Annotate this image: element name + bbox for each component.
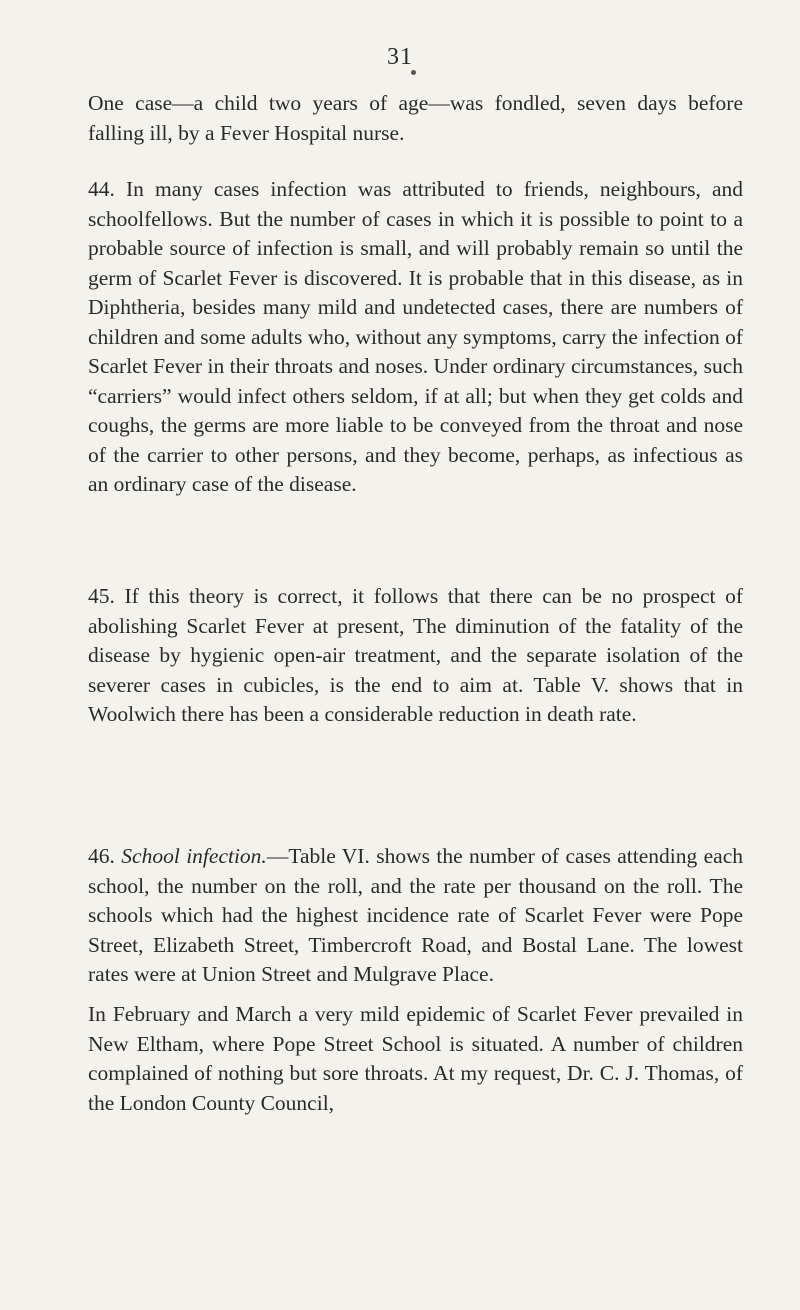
paragraph-46-heading: School infection.: [121, 844, 267, 868]
paragraph-47: In February and March a very mild epidemic of Scarlet Fever prevailed in New Eltham, where Pope Street School is situated. A number of children complained of nothing but sore throats. At my request, Dr. C. J. Thomas, of the London County Council,: [88, 1002, 743, 1115]
page-number: 31: [387, 44, 413, 70]
ink-dot: [411, 70, 416, 75]
paragraph-44: 44. In many cases infection was attributed to friends, neighbours, and schoolfellows. But the number of cases in which it is possible to point to a probable source of infection is small, and will probably remain so until the germ of Scarlet Fever is discovered. It is probable that in this disease, as in Diphtheria, besides many mild and undetected cases, there are numbers of children and some adults who, without any symptoms, carry the infection of Scarlet Fever in their throats and noses. Under ordinary circumstances, such “carriers” would infect others seldom, if at all; but when they get colds and coughs, the germs are more liable to be conveyed from the throat and nose of the carrier to other persons, and they become, perhaps, as infectious as an ordinary case of the disease.: [88, 177, 744, 496]
paragraph-45: 45. If this theory is correct, it follows that there can be no prospect of abolishing Scarlet Fever at present, The diminution of the fatality of the disease by hygienic open-air treatment, and the separate isolation of the severer cases in cubicles, is the end to aim at. Table V. shows that in Woolwich there has been a considerable reduction in death rate.: [88, 584, 743, 726]
paragraph-46-number: 46.: [88, 844, 115, 868]
paragraph-intro: One case—a child two years of age—was fondled, seven days before falling ill, by a Fever Hospital nurse.: [88, 91, 743, 145]
paragraph-46-body: —Table VI. shows the number of cases attending each school, the number on the roll, and the rate per thousand on the roll. The schools which had the highest incidence rate of Scarlet Fever were Pope Street, Elizabeth Street, Timbercroft Road, and Bostal Lane. The lowest rates were at Union Street and Mulgrave Place.: [88, 844, 743, 986]
paragraph-46: [88, 842, 743, 990]
